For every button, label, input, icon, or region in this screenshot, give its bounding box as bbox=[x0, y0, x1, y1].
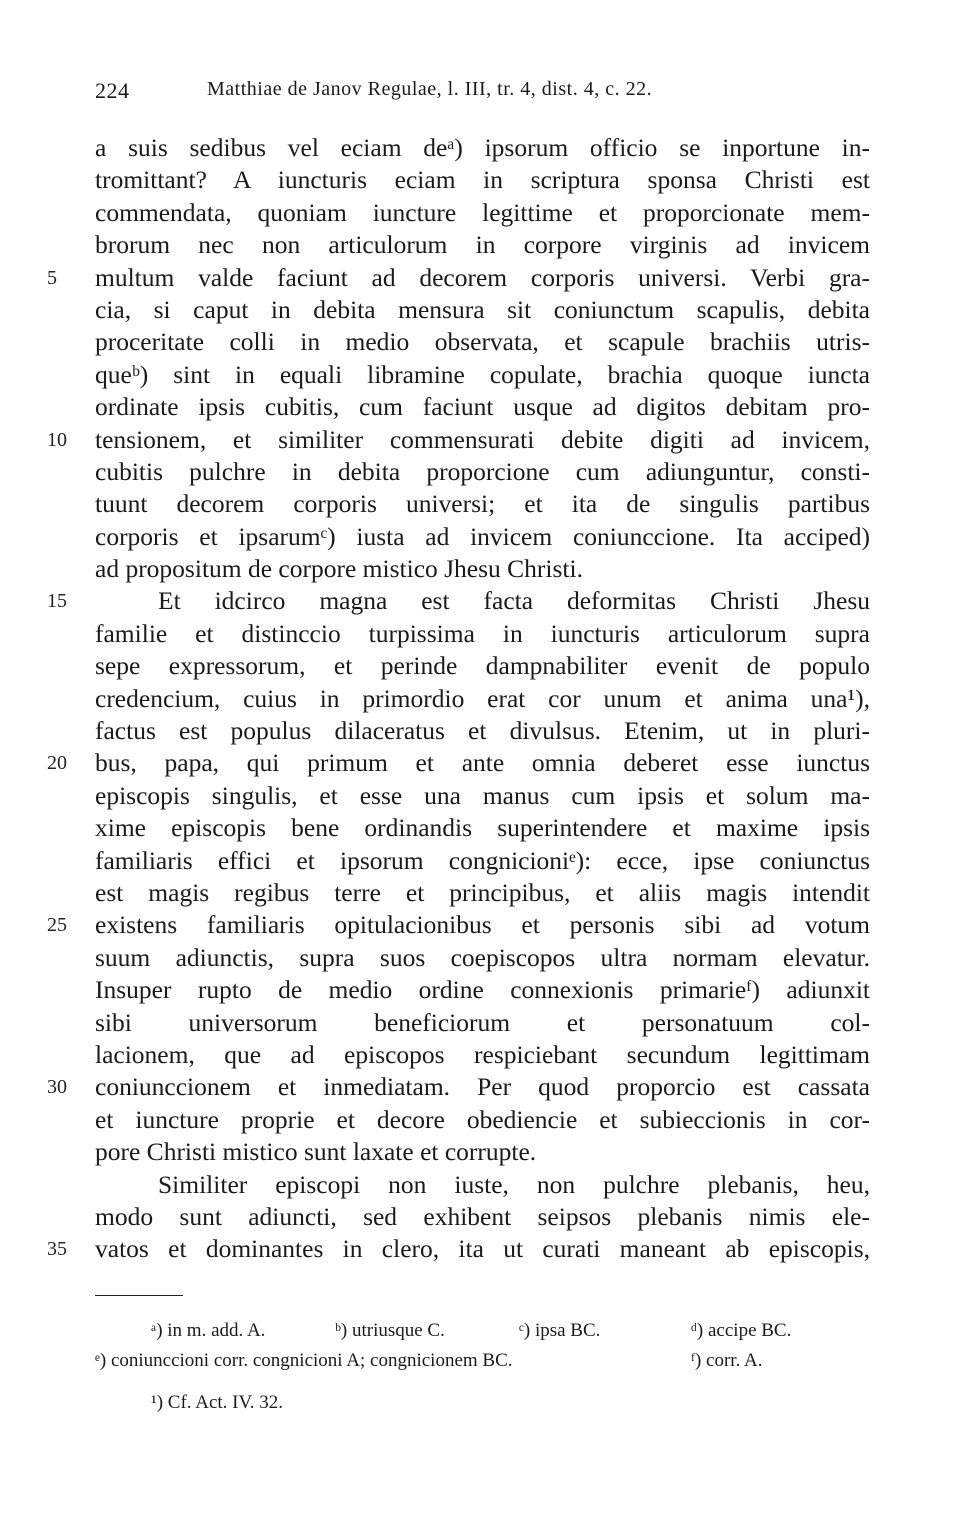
text-line bbox=[95, 877, 870, 909]
text-line bbox=[95, 197, 870, 229]
line-text: lacionem, que ad episcopos respiciebant secundum legittimam bbox=[95, 1039, 870, 1069]
text-line bbox=[95, 553, 870, 585]
footnote: ᵃ) in m. add. A. bbox=[151, 1320, 266, 1341]
text-line bbox=[95, 1136, 870, 1168]
text-line bbox=[95, 521, 870, 553]
line-text: Et idcirco magna est facta deformitas Christi Jhesu bbox=[158, 586, 870, 616]
footnote: ᶜ) ipsa BC. bbox=[519, 1320, 601, 1341]
text-line bbox=[95, 229, 870, 261]
footnotes bbox=[95, 1316, 870, 1418]
footnote: ᵈ) accipe BC. bbox=[691, 1320, 792, 1341]
line-text: familie et distinccio turpissima in iuncturis articulorum supra bbox=[95, 618, 870, 648]
text-line bbox=[95, 1007, 870, 1039]
text-line bbox=[47, 747, 870, 779]
line-text: bus, papa, qui primum et ante omnia deberet esse iunctus bbox=[95, 748, 870, 778]
line-number: 25 bbox=[47, 914, 67, 937]
line-number: 20 bbox=[47, 752, 67, 775]
text-line bbox=[95, 488, 870, 520]
line-text: tromittant? A iuncturis eciam in scriptura sponsa Christi est bbox=[95, 165, 870, 195]
text-line bbox=[47, 424, 870, 456]
line-text: suum adiunctis, supra suos coepiscopos ultra normam elevatur. bbox=[95, 942, 870, 972]
text-line bbox=[95, 683, 870, 715]
text-line bbox=[95, 1039, 870, 1071]
line-text: queᵇ) sint in equali libramine copulate, brachia quoque iuncta bbox=[95, 359, 870, 389]
text-line bbox=[95, 456, 870, 488]
text-line bbox=[95, 391, 870, 423]
line-text: cia, si caput in debita mensura sit coniunctum scapulis, debita bbox=[95, 294, 870, 324]
text-line bbox=[47, 585, 870, 617]
line-number: 30 bbox=[47, 1076, 67, 1099]
line-text: brorum nec non articulorum in corpore virginis ad invicem bbox=[95, 230, 870, 260]
footnote-row bbox=[95, 1316, 870, 1346]
footnote: ᵉ) coniunccioni corr. congnicioni A; congnicionem BC. bbox=[95, 1350, 513, 1371]
text-line bbox=[95, 294, 870, 326]
line-text: existens familiaris opitulacionibus et personis sibi ad votum bbox=[95, 910, 870, 940]
footnote: ᶠ) corr. A. bbox=[691, 1350, 763, 1371]
line-text: ordinate ipsis cubitis, cum faciunt usque ad digitos debitam pro- bbox=[95, 392, 870, 422]
text-line bbox=[95, 780, 870, 812]
text-line bbox=[47, 909, 870, 941]
main-text bbox=[47, 132, 870, 1266]
line-text: commendata, quoniam iuncture legittime et proporcionate mem- bbox=[95, 197, 870, 227]
line-number: 35 bbox=[47, 1238, 67, 1261]
line-text: et iuncture proprie et decore obediencie et subieccionis in cor- bbox=[95, 1104, 870, 1134]
line-text: tuunt decorem corporis universi; et ita de singulis partibus bbox=[95, 489, 870, 519]
text-line bbox=[95, 132, 870, 164]
footnote-row bbox=[95, 1346, 870, 1376]
line-text: tensionem, et similiter commensurati debite digiti ad invicem, bbox=[95, 424, 870, 454]
line-number: 5 bbox=[47, 266, 57, 289]
footnote-separator bbox=[95, 1295, 183, 1296]
text-line bbox=[95, 326, 870, 358]
line-text: corporis et ipsarumᶜ) iusta ad invicem coniunccione. Ita acciped) bbox=[95, 521, 870, 551]
text-line bbox=[95, 1104, 870, 1136]
line-text: modo sunt adiuncti, sed exhibent seipsos plebanis nimis ele- bbox=[95, 1201, 870, 1231]
line-text: est magis regibus terre et principibus, et aliis magis intendit bbox=[95, 877, 870, 907]
text-line bbox=[47, 262, 870, 294]
text-line bbox=[95, 942, 870, 974]
line-text: sepe expressorum, et perinde dampnabiliter evenit de populo bbox=[95, 651, 870, 681]
line-number: 10 bbox=[47, 428, 67, 451]
line-text: pore Christi mistico sunt laxate et corrupte. bbox=[95, 1137, 537, 1167]
text-line bbox=[47, 1233, 870, 1265]
text-line bbox=[95, 650, 870, 682]
text-line bbox=[95, 812, 870, 844]
line-text: vatos et dominantes in clero, ita ut curati maneant ab episcopis, bbox=[95, 1234, 870, 1264]
line-text: coniunccionem et inmediatam. Per quod proporcio est cassata bbox=[95, 1072, 870, 1102]
text-line bbox=[47, 1071, 870, 1103]
text-line bbox=[95, 974, 870, 1006]
text-line bbox=[95, 359, 870, 391]
line-text: xime episcopis bene ordinandis superintendere et maxime ipsis bbox=[95, 813, 870, 843]
line-text: proceritate colli in medio observata, et scapule brachiis utris- bbox=[95, 327, 870, 357]
line-text: a suis sedibus vel eciam deᵃ) ipsorum officio se inportune in- bbox=[95, 133, 870, 162]
line-text: factus est populus dilaceratus et divulsus. Etenim, ut in pluri- bbox=[95, 716, 870, 746]
running-title: Matthiae de Janov Regulae, l. III, tr. 4, dist. 4, c. 22. bbox=[207, 78, 653, 100]
line-text: credencium, cuius in primordio erat cor unum et anima una¹), bbox=[95, 683, 870, 713]
text-line bbox=[95, 1169, 870, 1201]
line-text: episcopis singulis, et esse una manus cum ipsis et solum ma- bbox=[95, 780, 870, 810]
footnote: ¹) Cf. Act. IV. 32. bbox=[151, 1392, 284, 1413]
line-text: ad propositum de corpore mistico Jhesu Christi. bbox=[95, 554, 583, 584]
footnote: ᵇ) utriusque C. bbox=[335, 1320, 445, 1341]
text-line bbox=[95, 715, 870, 747]
page-header bbox=[95, 78, 875, 108]
line-text: sibi universorum beneficiorum et personatuum col- bbox=[95, 1007, 870, 1037]
line-text: familiaris effici et ipsorum congnicioniᵉ): ecce, ipse coniunctus bbox=[95, 845, 870, 875]
line-text: cubitis pulchre in debita proporcione cum adiunguntur, consti- bbox=[95, 456, 870, 486]
text-line bbox=[95, 164, 870, 196]
text-line bbox=[95, 1201, 870, 1233]
page-number: 224 bbox=[95, 78, 130, 103]
line-text: Similiter episcopi non iuste, non pulchre plebanis, heu, bbox=[158, 1169, 870, 1199]
line-number: 15 bbox=[47, 590, 67, 613]
line-text: Insuper rupto de medio ordine connexionis primarieᶠ) adiunxit bbox=[95, 975, 870, 1005]
line-text: multum valde faciunt ad decorem corporis universi. Verbi gra- bbox=[95, 262, 870, 292]
text-line bbox=[95, 618, 870, 650]
footnote-row bbox=[95, 1388, 870, 1418]
text-line bbox=[95, 845, 870, 877]
